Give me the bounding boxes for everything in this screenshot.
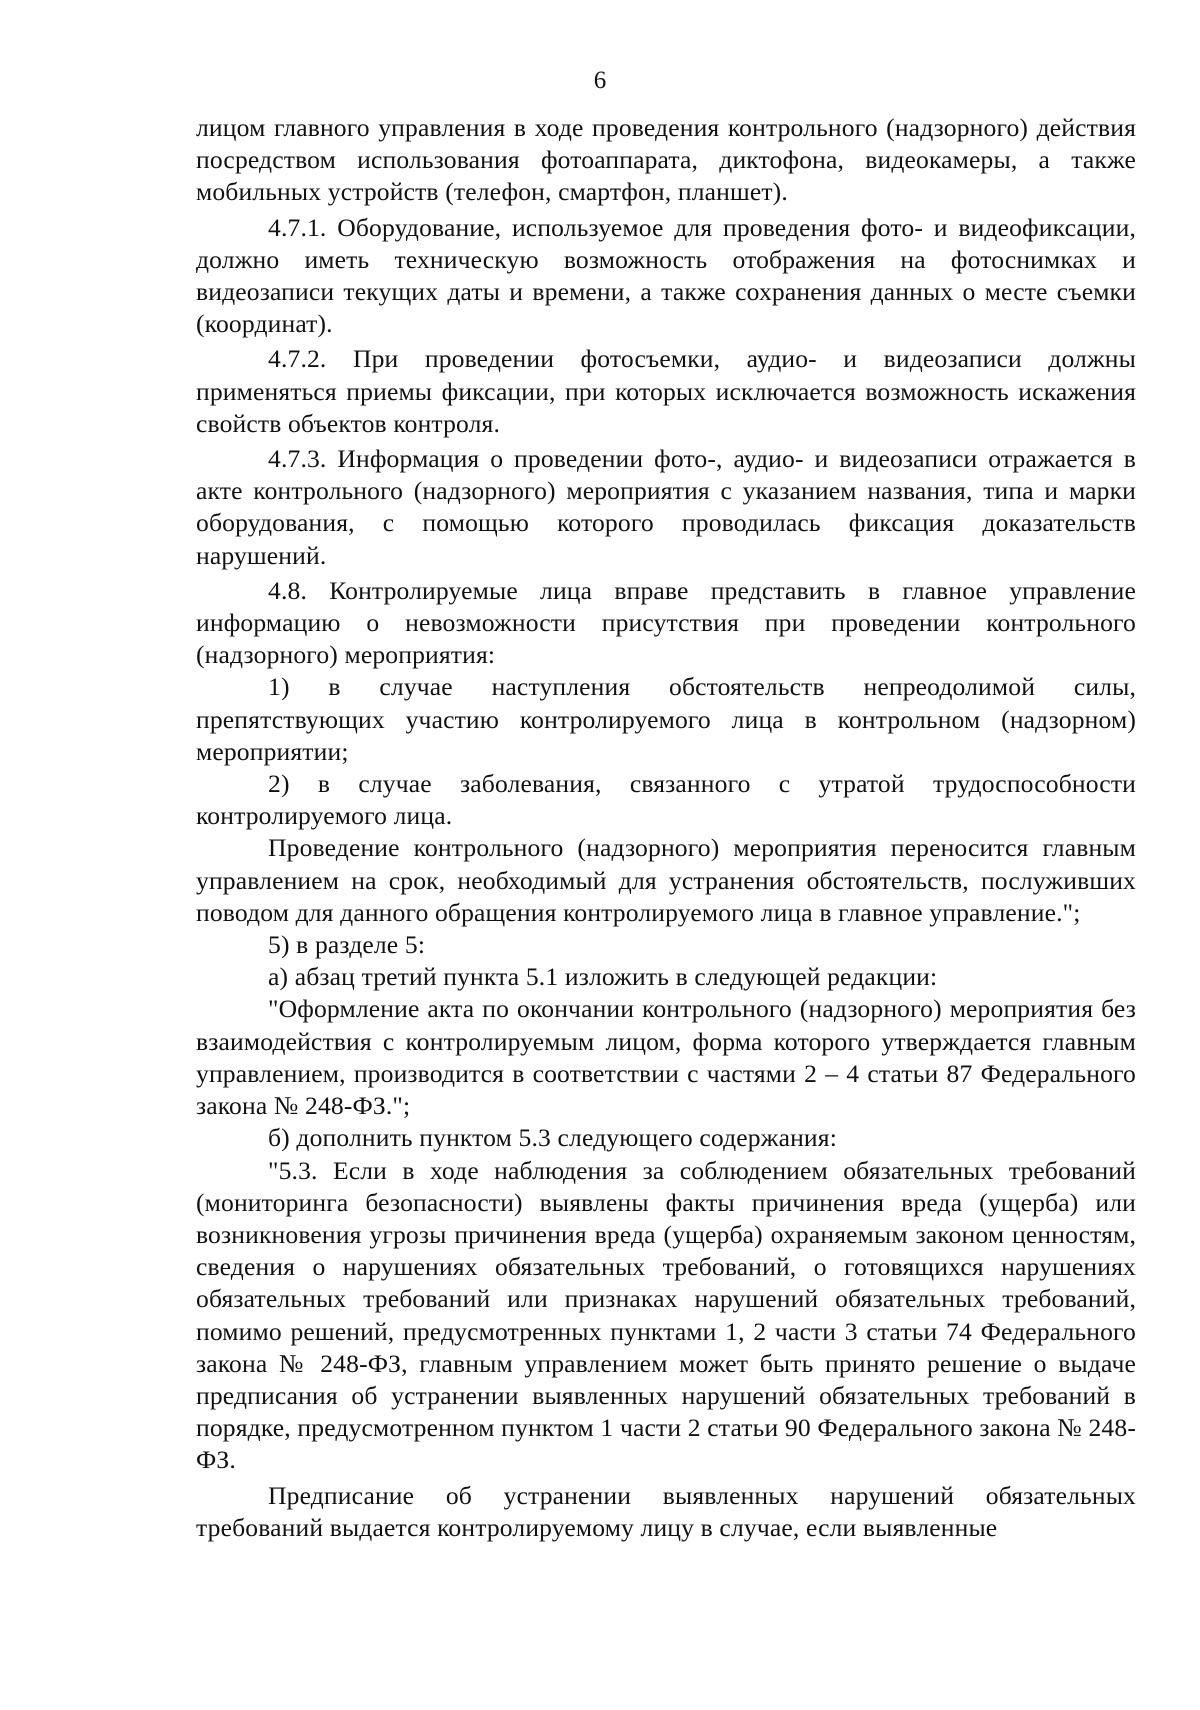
document-body [196, 112, 1136, 1544]
page-number: 6 [593, 67, 607, 94]
paragraph-4-7-1: 4.7.1. Оборудование, используемое для проведения фото- и видеофиксации, должно иметь техническую возможность отображения на фотоснимках и видеозаписи текущих даты и времени, а также сохранения данных о месте съемки (координат). [196, 212, 1136, 339]
paragraph-4-8-item-2: 2) в случае заболевания, связанного с утратой трудоспособности контролируемого лица. [196, 769, 1136, 831]
paragraph-continuation: лицом главного управления в ходе проведения контрольного (надзорного) действия посредством использования фотоаппарата, диктофона, видеокамеры, а также мобильных устройств (телефон, смартфон, планшет). [196, 113, 1136, 207]
paragraph-section-5: 5) в разделе 5: [268, 930, 426, 960]
paragraph-postponement: Проведение контрольного (надзорного) мероприятия переносится главным управлением на срок, необходимый для устранения обстоятельств, послуживших поводом для данного обращения контролируемого лица в главное управление."; [196, 833, 1136, 927]
paragraph-act-text: "Оформление акта по окончании контрольного (надзорного) мероприятия без взаимодействия с контролируемым лицом, форма которого утверждается главным управлением, производится в соответствии с частями 2 – 4 статьи 87 Федерального закона № 248-ФЗ."; [196, 994, 1136, 1121]
paragraph-4-7-3: 4.7.3. Информация о проведении фото-, аудио- и видеозаписи отражается в акте контрольного (надзорного) мероприятия с указанием названия, типа и марки оборудования, с помощью которого проводилась фиксация доказательств нарушений. [196, 444, 1136, 570]
paragraph-5-3: "5.3. Если в ходе наблюдения за соблюдением обязательных требований (мониторинга безопасности) выявлены факты причинения вреда (ущерба) или возникновения угрозы причинения вреда (ущерба) охраняемым законом ценностям, сведения о нарушениях обязательных требований, о готовящихся нарушениях обязательных требований или признаках нарушений обязательных требований, помимо решений, предусмотренных пунктами 1, 2 части 3 статьи 74 Федерального закона № 248-ФЗ, главным управлением может быть принято решение о выдаче предписания об устранении выявленных нарушений обязательных требований в порядке, предусмотренном пунктом 1 части 2 статьи 90 Федерального закона № 248-ФЗ. [196, 1155, 1136, 1475]
paragraph-4-7-2: 4.7.2. При проведении фотосъемки, аудио- и видеозаписи должны применяться приемы фиксации, при которых исключается возможность искажения свойств объектов контроля. [196, 344, 1136, 438]
paragraph-prescription: Предписание об устранении выявленных нарушений обязательных требований выдается контролируемому лицу в случае, если выявленные [196, 1480, 1136, 1542]
paragraph-item-a: а) абзац третий пункта 5.1 изложить в следующей редакции: [268, 962, 938, 992]
paragraph-item-b: б) дополнить пунктом 5.3 следующего содержания: [268, 1123, 837, 1153]
paragraph-4-8-item-1: 1) в случае наступления обстоятельств непреодолимой силы, препятствующих участию контролируемого лица в контрольном (надзорном) мероприятии; [196, 672, 1136, 766]
paragraph-4-8: 4.8. Контролируемые лица вправе представить в главное управление информацию о невозможности присутствия при проведении контрольного (надзорного) мероприятия: [196, 575, 1136, 670]
